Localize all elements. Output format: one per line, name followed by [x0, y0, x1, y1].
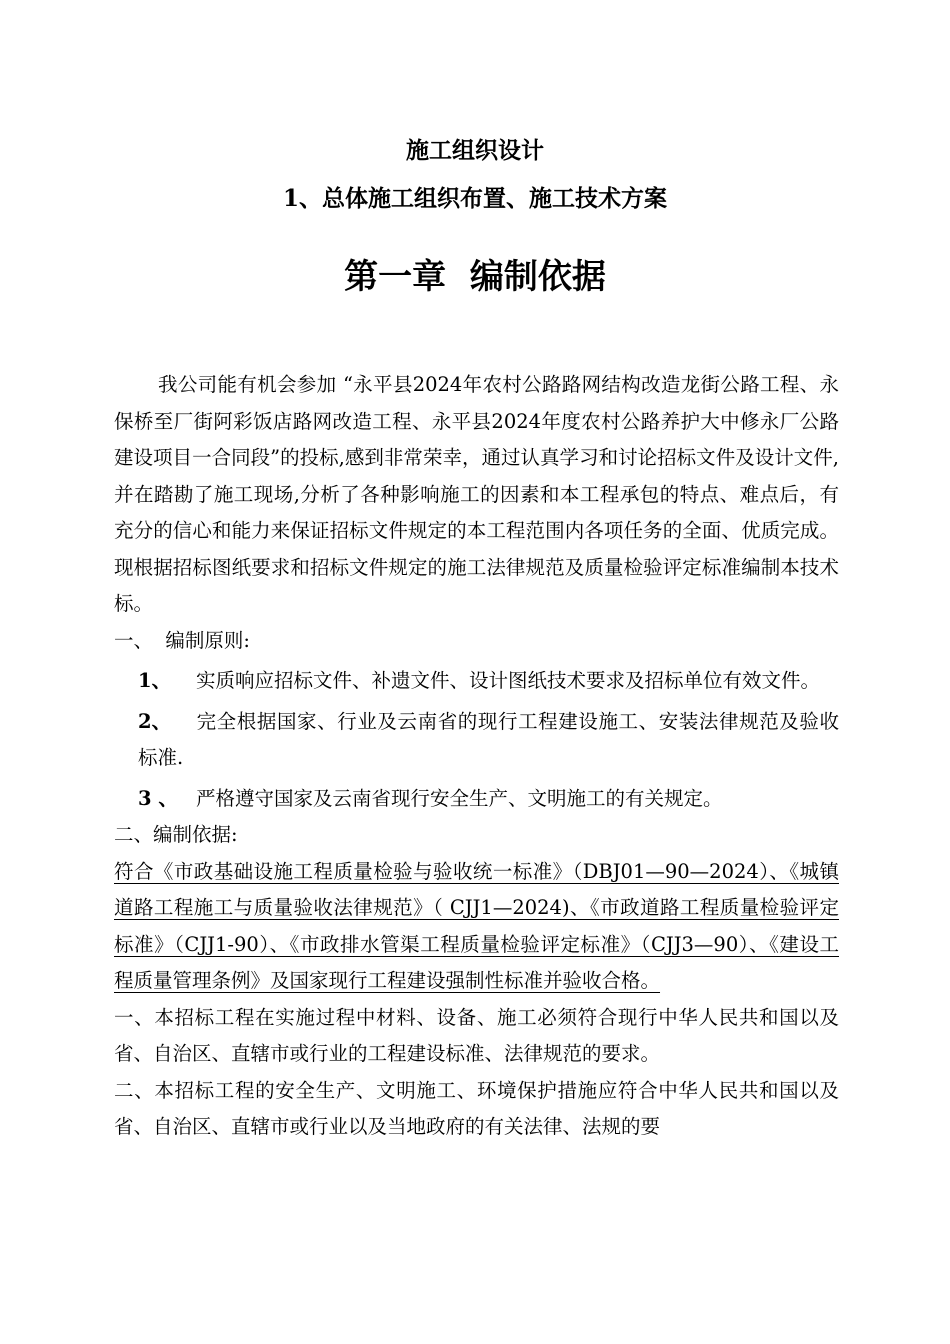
principle-text: 完全根据国家、行业及云南省的现行工程建设施工、安装法律规范及验收标准.	[138, 709, 839, 769]
principle-number: 1、	[138, 669, 172, 692]
section-heading-basis: 二、编制依据:	[114, 823, 238, 846]
principle-item-3	[114, 781, 839, 818]
principle-text: 严格遵守国家及云南省现行安全生产、文明施工的有关规定。	[196, 786, 723, 810]
basis-item-1: 一、本招标工程在实施过程中材料、设备、施工必须符合现行中华人民共和国以及省、自治区、直辖市或行业的工程建设标准、法律规范的要求。	[114, 1005, 839, 1065]
principle-text: 实质响应招标文件、补遗文件、设计图纸技术要求及招标单位有效文件。	[196, 669, 821, 692]
intro-paragraph: 我公司能有机会参加 “永平县2024年农村公路路网结构改造龙街公路工程、永保桥至厂街阿彩饭店路网改造工程、永平县2024年度农村公路养护大中修永厂公路建设项目一合同段”的投标,感到非常荣幸，通过认真学习和讨论招标文件及设计文件,并在踏勘了施工现场,分析了各种影响施工的因素和本工程承包的特点、难点后，有充分的信心和能力来保证招标文件规定的本工程范围内各项任务的全面、优质完成。现根据招标图纸要求和招标文件规定的施工法律规范及质量检验评定标准编制本技术标。	[114, 373, 839, 615]
basis-item-2: 二、本招标工程的安全生产、文明施工、环境保护措施应符合中华人民共和国以及省、自治区、直辖市或行业以及当地政府的有关法律、法规的要	[114, 1078, 839, 1138]
chapter-heading: 第一章 编制依据	[344, 257, 606, 297]
standards-paragraph: 符合《市政基础设施工程质量检验与验收统一标准》（DBJ01—90—2024）、《城镇道路工程施工与质量验收法律规范》（ CJJ1—2024)、《市政道路工程质量检验评定标准》（CJJ1-90）、《市政排水管渠工程质量检验评定标准》（CJJ3—90）、《建设工程质量管理条例》及国家现行工程建设强制性标准并验收合格。	[114, 859, 839, 992]
section-heading-principles: 一、 编制原则:	[114, 628, 250, 652]
principle-item-1	[114, 663, 839, 700]
document-body	[114, 367, 839, 1146]
document-subtitle: 1、总体施工组织布置、施工技术方案	[282, 185, 667, 212]
document-title: 施工组织设计	[406, 137, 544, 164]
principle-number: 2、	[138, 709, 172, 733]
principle-item-2	[114, 704, 839, 777]
principle-number: 3 、	[138, 786, 178, 810]
